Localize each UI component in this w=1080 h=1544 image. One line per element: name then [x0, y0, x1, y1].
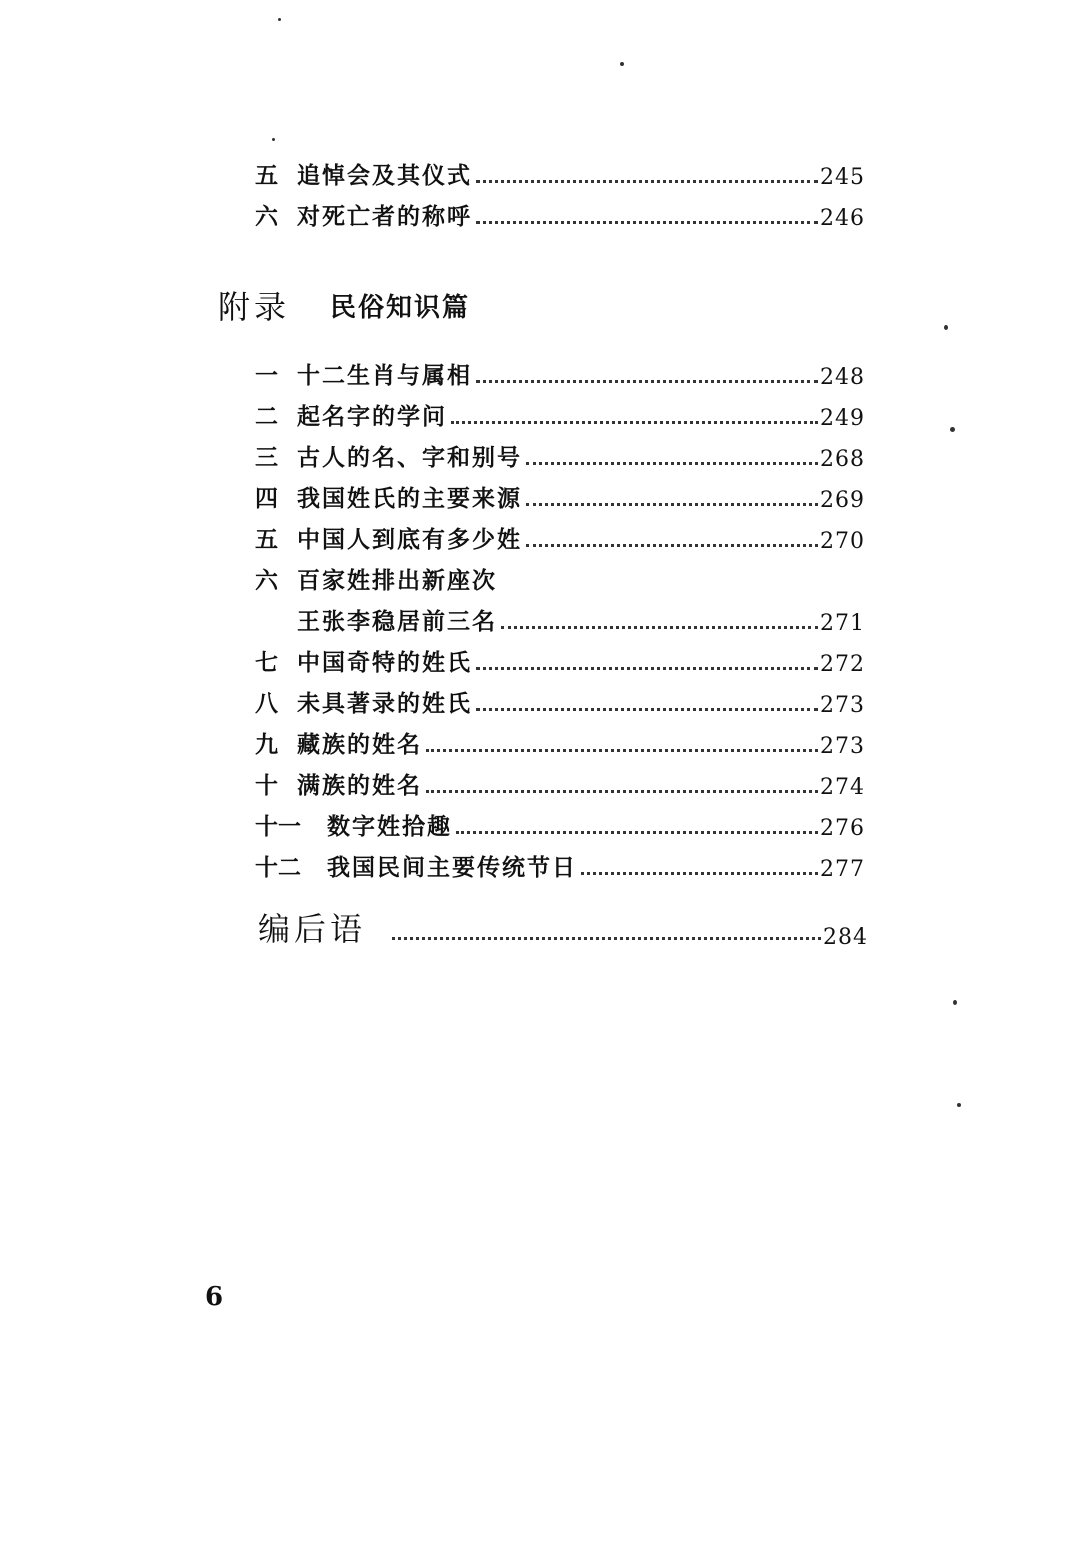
entry-number: 一 [255, 363, 278, 389]
dot-leader [526, 503, 818, 506]
entry-number: 五 [255, 527, 278, 553]
toc-entry [255, 150, 865, 190]
dot-leader [426, 749, 818, 752]
dot-leader [476, 380, 818, 383]
entry-title: 我国民间主要传统节日 [327, 855, 577, 881]
entry-number: 九 [255, 732, 278, 758]
entry-title: 中国人到底有多少姓 [297, 527, 522, 553]
toc-entry [255, 555, 865, 595]
entry-number: 五 [255, 163, 278, 189]
dot-leader [476, 708, 818, 711]
scan-speck [272, 138, 275, 141]
toc-entry [255, 637, 865, 677]
entry-page: 248 [820, 365, 865, 390]
dot-leader [476, 180, 818, 183]
entry-number: 七 [255, 650, 278, 676]
toc-entry [255, 350, 865, 390]
entry-title: 古人的名、字和别号 [297, 445, 522, 471]
dot-leader [451, 421, 818, 424]
entry-page: 268 [820, 447, 865, 472]
entry-title: 数字姓拾趣 [327, 814, 452, 840]
dot-leader [426, 790, 818, 793]
entry-title: 中国奇特的姓氏 [297, 650, 472, 676]
entry-page: 276 [820, 816, 865, 841]
scan-speck [953, 1000, 957, 1005]
toc-entry [255, 191, 865, 231]
entry-title: 对死亡者的称呼 [297, 204, 472, 230]
toc-entry [255, 678, 865, 718]
entry-title: 未具著录的姓氏 [297, 691, 472, 717]
afterword-page: 284 [823, 925, 868, 950]
entry-page: 277 [820, 857, 865, 882]
entry-number: 四 [255, 486, 278, 512]
entry-title: 王张李稳居前三名 [297, 609, 497, 635]
entry-title: 百家姓排出新座次 [297, 568, 497, 594]
entry-title: 满族的姓名 [297, 773, 422, 799]
entry-page: 269 [820, 488, 865, 513]
entry-title: 藏族的姓名 [297, 732, 422, 758]
scan-speck [957, 1103, 961, 1107]
entry-number: 六 [255, 568, 278, 594]
entry-page: 246 [820, 206, 865, 231]
scan-speck [950, 427, 955, 432]
entry-number: 十一 [255, 814, 301, 840]
dot-leader [476, 667, 818, 670]
scan-speck [278, 18, 281, 21]
entry-number: 十 [255, 773, 278, 799]
dot-leader [526, 462, 818, 465]
toc-entry [255, 760, 865, 800]
afterword-entry [258, 904, 868, 950]
afterword-title: 编后语 [258, 910, 367, 948]
toc-entry [255, 514, 865, 554]
page-number: 6 [205, 1282, 224, 1312]
toc-entry [255, 473, 865, 513]
dot-leader [501, 626, 818, 629]
entry-page: 274 [820, 775, 865, 800]
toc-entry [255, 432, 865, 472]
entry-number: 十二 [255, 855, 301, 881]
toc-entry [255, 391, 865, 431]
toc-entry [255, 801, 865, 841]
dot-leader [392, 937, 821, 940]
entry-title: 十二生肖与属相 [297, 363, 472, 389]
dot-leader [476, 221, 818, 224]
appendix-heading [218, 282, 470, 328]
scan-speck [620, 62, 624, 66]
entry-page: 272 [820, 652, 865, 677]
dot-leader [456, 831, 818, 834]
appendix-label: 附录 [218, 288, 291, 326]
dot-leader [581, 872, 818, 875]
entry-page: 273 [820, 693, 865, 718]
dot-leader [526, 544, 818, 547]
appendix-subtitle: 民俗知识篇 [330, 292, 471, 323]
entry-title: 追悼会及其仪式 [297, 163, 472, 189]
entry-page: 273 [820, 734, 865, 759]
entry-page: 270 [820, 529, 865, 554]
entry-number: 六 [255, 204, 278, 230]
entry-page: 271 [820, 611, 865, 636]
toc-entry [255, 842, 865, 882]
scan-speck [944, 325, 948, 330]
entry-number: 八 [255, 691, 278, 717]
toc-entry [255, 719, 865, 759]
entry-title: 起名字的学问 [297, 404, 447, 430]
entry-page: 249 [820, 406, 865, 431]
entry-number: 三 [255, 445, 278, 471]
toc-entry-continuation [255, 596, 865, 636]
entry-page: 245 [820, 165, 865, 190]
entry-number: 二 [255, 404, 278, 430]
entry-title: 我国姓氏的主要来源 [297, 486, 522, 512]
